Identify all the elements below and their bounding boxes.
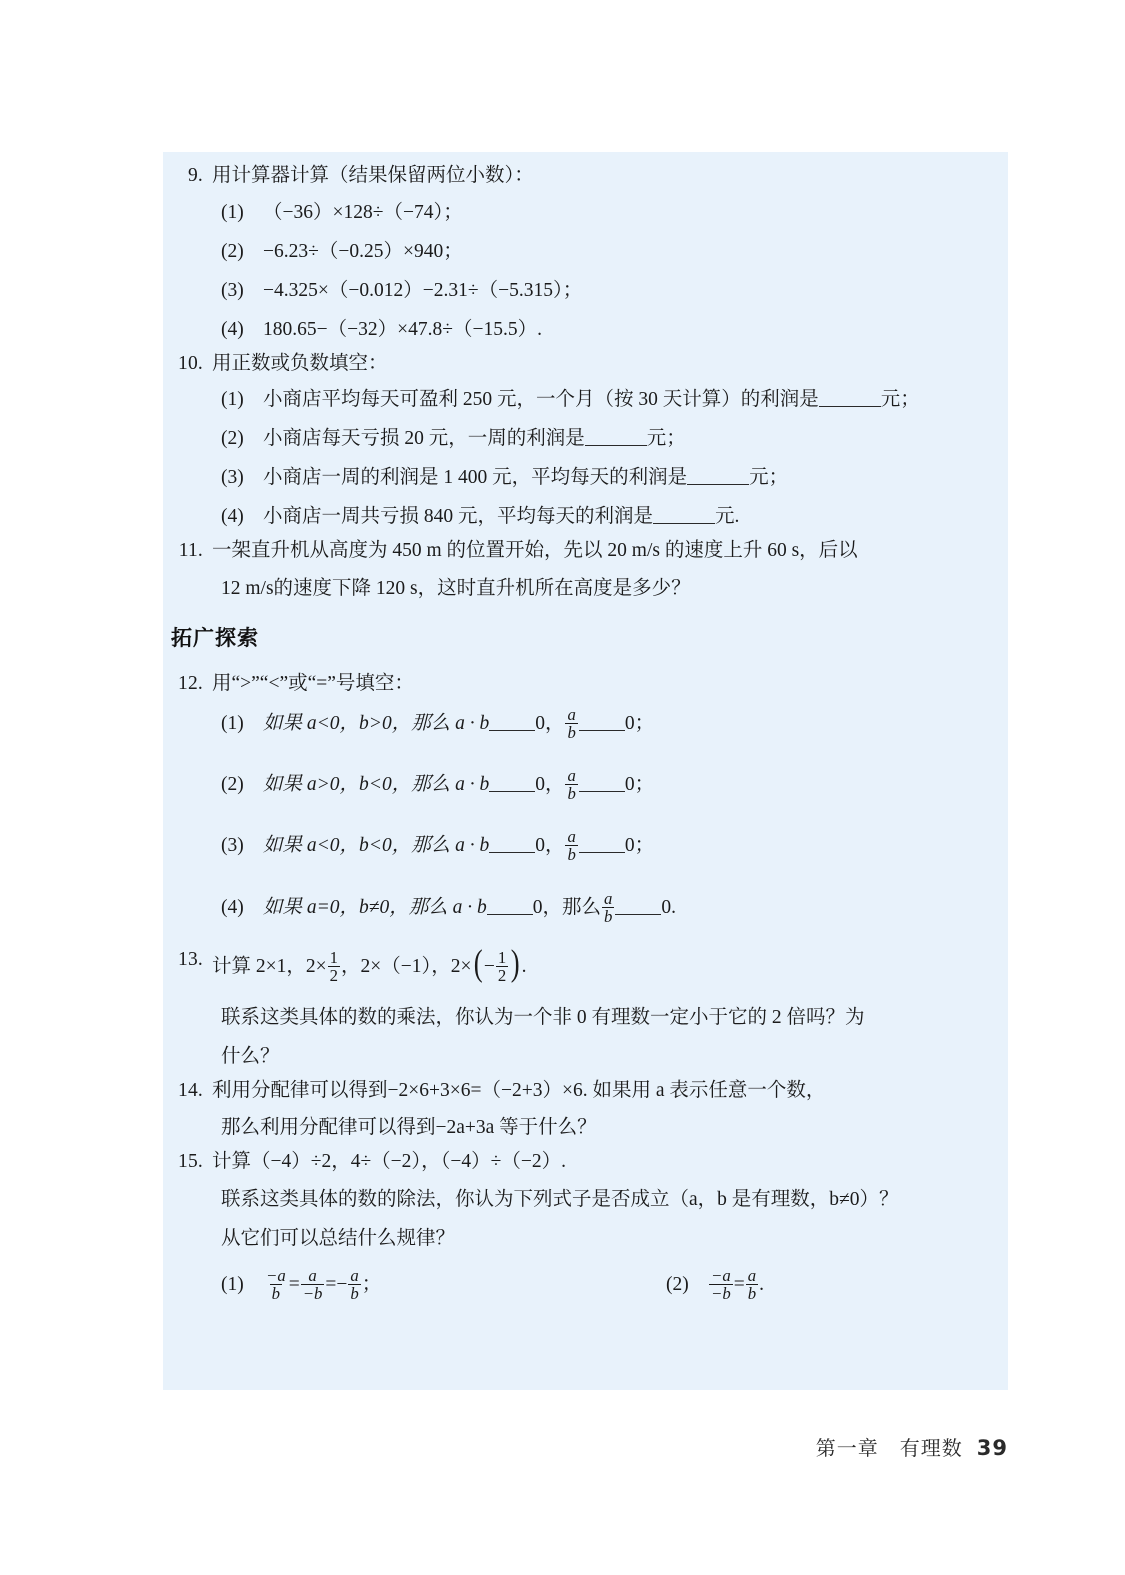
- exercise-12-item-3: [163, 829, 1008, 864]
- exercise-10-item-3: [163, 461, 1008, 489]
- fill-in-blank[interactable]: [653, 523, 715, 524]
- fraction-a-over-b: [348, 1267, 360, 1302]
- item-text: [263, 707, 654, 742]
- exercise-13-number: 13.: [178, 948, 203, 970]
- fraction-numerator: a: [567, 705, 576, 724]
- equals-sign-2: =−: [325, 1274, 348, 1295]
- exercise-9-item-4: [163, 313, 1008, 341]
- fraction-numerator: a: [350, 1265, 359, 1285]
- item-label: (1): [221, 1274, 244, 1295]
- fraction-one-half-negative: [496, 949, 508, 984]
- fraction-numerator: a: [308, 1265, 317, 1285]
- item-label: (3): [221, 467, 244, 488]
- item-label: (2): [221, 774, 244, 796]
- fill-in-blank[interactable]: [489, 730, 535, 731]
- item-text: −4.325×（−0.012）−2.31÷（−5.315）；: [263, 279, 583, 301]
- item-label: (2): [666, 1274, 689, 1295]
- equation-end: ；: [361, 1274, 382, 1295]
- fraction-denominator: 2: [329, 965, 339, 985]
- fraction-one-half: [328, 949, 340, 984]
- exercise-10-item-1: [163, 383, 1008, 411]
- fill-in-blank[interactable]: [487, 914, 533, 915]
- item-label: (3): [221, 279, 244, 301]
- fill-in-blank[interactable]: [489, 852, 535, 853]
- fill-in-blank[interactable]: [819, 406, 881, 407]
- item-text: [263, 888, 677, 926]
- fraction-denominator: b: [350, 1284, 359, 1304]
- exercise-9-item-3: [163, 274, 1008, 302]
- fill-in-blank[interactable]: [687, 484, 749, 485]
- item-text: 180.65−（−32）×47.8÷（−15.5）.: [263, 318, 542, 340]
- item-label: (1): [221, 713, 244, 735]
- item-text-pre: 小商店平均每天可盈利 250 元，一个月（按 30 天计算）的利润是: [263, 389, 819, 410]
- exercise-15-stem: 计算（−4）÷2，4÷（−2），（−4）÷（−2）.: [212, 1151, 566, 1173]
- exercise-10: [163, 354, 1008, 374]
- exercise-9-number: 9.: [187, 165, 203, 186]
- section-heading-explore: 拓广探索: [171, 625, 259, 650]
- item-condition: 如果 a=0，b≠0，那么 a · b: [263, 896, 487, 918]
- item-text: [263, 383, 920, 411]
- exercise-9-item-2: [163, 235, 1008, 263]
- item-text-pre: 小商店每天亏损 20 元，一周的利润是: [263, 428, 585, 449]
- fraction-neg-a-over-b: [264, 1267, 288, 1302]
- fraction-denominator: −b: [302, 1284, 323, 1304]
- item-text: （−36）×128÷（−74）；: [263, 201, 463, 223]
- item-label: (2): [221, 240, 244, 262]
- item-text: [263, 829, 654, 864]
- equals-sign-1: =: [733, 1274, 745, 1295]
- exercise-15-number: 15.: [178, 1151, 203, 1173]
- item-text: [263, 768, 654, 803]
- fraction-numerator: a: [747, 1265, 757, 1285]
- item-mid: 0，那么: [532, 896, 602, 918]
- exercise-15-line-3: 从它们可以总结什么规律？: [221, 1227, 456, 1249]
- item-text: [263, 500, 739, 528]
- fraction-numerator: −a: [266, 1265, 286, 1285]
- stem-pre: 计算 2×1，2×: [212, 955, 327, 977]
- exercise-15-item-2: [666, 1265, 764, 1304]
- exercise-9: [163, 166, 1008, 186]
- fraction-denominator: b: [604, 906, 613, 926]
- exercise-12-item-2: [163, 768, 1008, 803]
- fraction-numerator: 1: [497, 947, 507, 967]
- exercise-14-line-1: 利用分配律可以得到−2×6+3×6=（−2+3）×6. 如果用 a 表示任意一个数，: [212, 1079, 826, 1101]
- fill-in-blank[interactable]: [585, 445, 647, 446]
- fraction-numerator: a: [567, 827, 576, 847]
- exercise-15-subitems: [163, 1265, 1008, 1304]
- footer-page-number: 39: [976, 1436, 1008, 1460]
- fraction-denominator: b: [567, 784, 576, 804]
- item-condition: 如果 a<0，b<0，那么 a · b: [263, 835, 490, 857]
- item-equation: [263, 1265, 382, 1304]
- item-text: [263, 461, 788, 489]
- fraction-a-over-neg-b: [301, 1267, 325, 1302]
- item-label: (4): [221, 506, 244, 527]
- exercise-10-item-4: [163, 500, 1008, 528]
- exercise-12-number: 12.: [178, 672, 203, 694]
- item-condition: 如果 a<0，b>0，那么 a · b: [263, 713, 490, 735]
- equals-sign-1: =: [288, 1274, 300, 1295]
- item-text: [263, 422, 686, 450]
- item-label: (1): [221, 201, 244, 223]
- item-text-post: 元；: [749, 467, 789, 488]
- item-tail: 0.: [661, 896, 677, 918]
- item-text-pre: 小商店一周的利润是 1 400 元，平均每天的利润是: [263, 467, 688, 488]
- fill-in-blank[interactable]: [579, 852, 625, 853]
- exercise-10-stem: 用正数或负数填空：: [212, 352, 388, 374]
- fraction-numerator: a: [604, 888, 613, 908]
- exercise-12-item-1: [163, 707, 1008, 742]
- exercise-13-line-2: 联系这类具体的数的乘法，你认为一个非 0 有理数一定小于它的 2 倍吗？为: [221, 1006, 865, 1028]
- fraction-denominator: b: [747, 1284, 757, 1304]
- exercise-12-item-4: [163, 888, 1008, 926]
- item-label: (2): [221, 428, 244, 449]
- fill-in-blank[interactable]: [489, 791, 535, 792]
- item-mid: 0，: [535, 713, 565, 735]
- item-text-pre: 小商店一周共亏损 840 元，平均每天的利润是: [263, 506, 654, 527]
- item-text-post: 元；: [880, 389, 920, 410]
- item-label: (4): [221, 896, 244, 918]
- exercise-12-stem: 用“>”“<”或“=”号填空：: [212, 672, 414, 694]
- exercise-15-item-1: [221, 1265, 666, 1304]
- exercise-14-number: 14.: [178, 1079, 203, 1101]
- item-condition: 如果 a>0，b<0，那么 a · b: [263, 774, 490, 796]
- exercise-10-number: 10.: [178, 352, 203, 374]
- exercise-13: [163, 942, 1008, 985]
- exercise-13-line-3: 什么？: [221, 1045, 280, 1067]
- fill-in-blank[interactable]: [615, 914, 661, 915]
- fraction-denominator: b: [567, 723, 576, 743]
- item-text-post: 元.: [715, 506, 740, 527]
- fraction-numerator: a: [567, 766, 576, 786]
- exercise-12: [163, 674, 1008, 694]
- fraction-denominator: b: [271, 1284, 281, 1304]
- item-mid: 0，: [535, 835, 565, 857]
- exercise-11-line-1: 一架直升机从高度为 450 m 的位置开始，先以 20 m/s 的速度上升 60 s，后以: [212, 540, 858, 561]
- exercise-15-line-2: 联系这类具体的数的除法，你认为下列式子是否成立（a，b 是有理数，b≠0）？: [221, 1188, 899, 1210]
- fill-in-blank[interactable]: [579, 791, 625, 792]
- exercise-9-stem: 用计算器计算（结果保留两位小数）：: [212, 165, 534, 186]
- item-text: −6.23÷（−0.25）×940；: [263, 240, 463, 262]
- item-mid: 0，: [535, 774, 565, 796]
- exercise-15: [163, 1152, 1008, 1172]
- exercise-10-item-2: [163, 422, 1008, 450]
- equation-end: .: [759, 1274, 764, 1295]
- fraction-denominator: 2: [497, 965, 507, 985]
- item-tail: 0；: [624, 835, 655, 857]
- exercise-11: [163, 541, 1008, 561]
- item-equation: [708, 1265, 764, 1304]
- exercise-14: [163, 1081, 1008, 1101]
- item-label: (4): [221, 318, 244, 340]
- item-tail: 0；: [624, 713, 655, 735]
- footer-chapter-title: 第一章 有理数: [815, 1436, 963, 1460]
- exercise-content-panel: [163, 152, 1008, 1390]
- fraction-a-over-b: [565, 767, 577, 802]
- fraction-neg-a-over-neg-b: [709, 1267, 733, 1302]
- exercise-14-line-2: 那么利用分配律可以得到−2a+3a 等于什么？: [221, 1117, 597, 1139]
- item-label: (3): [221, 835, 244, 857]
- exercise-13-stem: 计算 2×1，2× $\frac{1}{2}$ ，2×（−1），2×(− $\frac{1}{2}$ ).: [212, 942, 527, 985]
- exercise-11-number: 11.: [178, 540, 203, 561]
- fraction-a-over-b: [602, 890, 614, 925]
- fraction-a-over-b: [565, 828, 577, 863]
- page-footer: [0, 1432, 1008, 1461]
- item-text-post: 元；: [646, 428, 686, 449]
- fraction-sign: −: [483, 955, 495, 977]
- exercise-9-item-1: [163, 196, 1008, 224]
- exercise-11-line-2: 12 m/s的速度下降 120 s，这时直升机所在高度是多少？: [221, 577, 691, 599]
- stem-mid: ，2×（−1），2×: [341, 955, 472, 977]
- fraction-denominator: b: [567, 845, 576, 865]
- fraction-numerator: −a: [711, 1265, 731, 1285]
- fraction-denominator: −b: [711, 1284, 731, 1304]
- fraction-a-over-b: [746, 1267, 758, 1302]
- item-tail: 0；: [624, 774, 655, 796]
- stem-end: .: [521, 955, 527, 977]
- fill-in-blank[interactable]: [579, 730, 625, 731]
- item-label: (1): [221, 389, 244, 410]
- fraction-numerator: 1: [329, 947, 339, 967]
- fraction-a-over-b: [565, 706, 577, 741]
